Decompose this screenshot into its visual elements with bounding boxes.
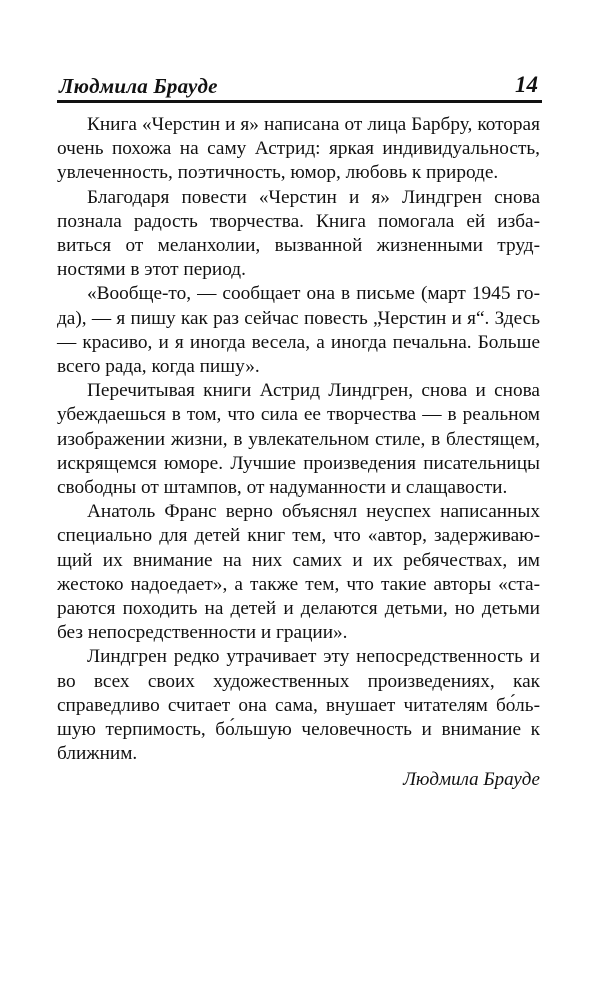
paragraph: «Вообще-то, — сообщает она в письме (март 1945 года), — я пишу как раз сейчас повесть „Черстин и я“. Здесь — красиво, и я иногда весела, а иногда печальна. Больше всего рада, когда пишу». bbox=[57, 283, 540, 378]
header-author: Людмила Брауде bbox=[59, 74, 218, 98]
page-number: 14 bbox=[515, 72, 538, 97]
paragraph: Перечитывая книги Астрид Линдгрен, снова и снова убеждаешься в том, что сила ее творчества — в реальном изображении жизни, в увлекательном стиле, в блестящем, искрящемся юморе. Лучшие произведения писательницы свободны от штампов, от надуманности и слащавости. bbox=[57, 380, 540, 499]
paragraph: Благодаря повести «Черстин и я» Линдгрен снова познала радость творчества. Книга помогала ей избавиться от меланхолии, вызванной жизненными трудностями в этот период. bbox=[57, 186, 540, 281]
header-rule bbox=[57, 100, 542, 103]
running-header bbox=[57, 72, 542, 102]
paragraph: Книга «Черстин и я» написана от лица Барбру, которая очень похожа на саму Астрид: яркая индивидуальность, увлеченность, поэтичность, юмор, любовь к природе. bbox=[57, 114, 540, 184]
paragraph: Анатоль Франс верно объяснял неуспех написанных специально для детей книг тем, что «автор, задерживающий их внимание на них самих и их ребячествах, им жестоко надоедает», а также тем, что такие авторы «стараются походить на детей и делаются детьми, но детьми без непосредственности и грации». bbox=[57, 501, 540, 644]
body-text bbox=[57, 113, 540, 793]
signature: Людмила Брауде bbox=[403, 769, 540, 791]
paragraph: Линдгрен редко утрачивает эту непосредственность и во всех своих художественных произведениях, как справедливо считает она сама, внушает читателям бо́льшую терпимость, бо́льшую человечность и внимание к ближним. bbox=[57, 646, 540, 765]
